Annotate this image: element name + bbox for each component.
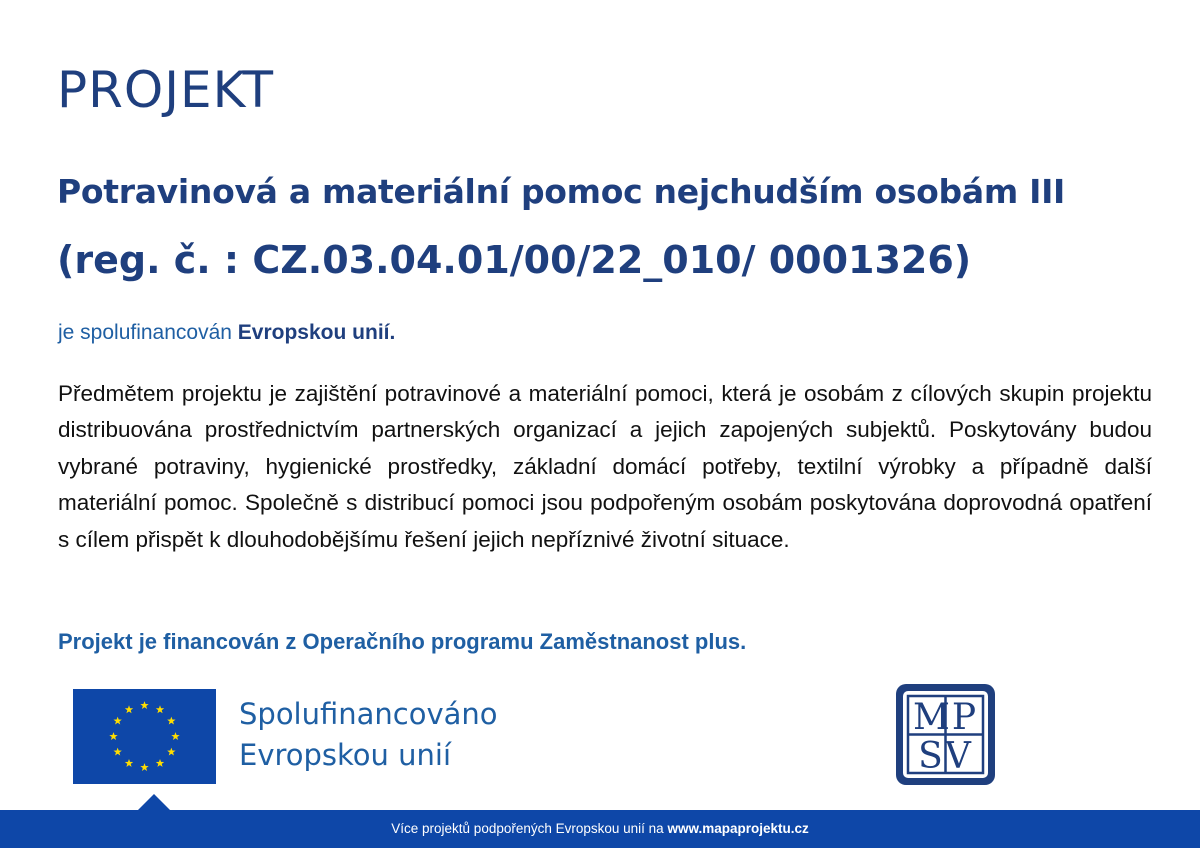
financing-note: Projekt je financován z Operačního programu Zaměstnanost plus.	[58, 629, 747, 654]
cofinancing-prefix: je spolufinancován	[58, 321, 238, 344]
eu-star-icon	[167, 717, 175, 725]
footer-label: Více projektů podpořených Evropskou unií na	[391, 821, 668, 836]
registration-number: (reg. č. : CZ.03.04.01/00/22_010/ 0001326)	[57, 238, 972, 282]
eu-star-icon	[113, 717, 121, 725]
eu-star-icon	[156, 705, 164, 713]
cofinancing-statement	[58, 316, 395, 350]
eu-star-icon	[171, 732, 179, 740]
eu-star-icon	[125, 759, 133, 767]
eu-star-icon	[113, 748, 121, 756]
mpsv-logo-top: MP	[912, 697, 979, 738]
eu-star-icon	[109, 732, 117, 740]
footer-link[interactable]: www.mapaprojektu.cz	[667, 821, 809, 836]
eu-flag-icon	[73, 689, 216, 784]
eu-star-icon	[156, 759, 164, 767]
eu-logo-line1: Spolufinancováno	[239, 697, 498, 731]
footer-notch	[138, 794, 170, 810]
cofinancing-emphasis: Evropskou unií.	[237, 321, 396, 344]
mpsv-logo	[896, 684, 995, 785]
page-kicker: PROJEKT	[57, 61, 275, 119]
mpsv-logo-bottom: SV	[918, 736, 973, 777]
project-description: Předmětem projektu je zajištění potravinové a materiální pomoci, která je osobám z cílových skupin projektu distribuována prostřednictvím partnerských organizací a jejich zapojených subjektů. Poskytovány budou vybrané potraviny, hygienické prostředky, základní domácí potřeby, textilní výrobky a případně další materiální pomoc. Společně s distribucí pomoci jsou podpořeným osobám poskytována doprovodná opatření s cílem přispět k dlouhodobějšímu řešení jejich nepříznivé životní situace.	[58, 381, 1152, 552]
project-title: Potravinová a materiální pomoc nejchudším osobám III	[57, 172, 1066, 211]
eu-star-icon	[140, 763, 148, 771]
eu-star-icon	[167, 748, 175, 756]
eu-star-icon	[140, 701, 148, 709]
eu-logo-line2: Evropskou unií	[239, 738, 452, 772]
eu-star-icon	[125, 705, 133, 713]
footer-text	[0, 810, 1200, 848]
eu-logo-text	[239, 694, 498, 776]
